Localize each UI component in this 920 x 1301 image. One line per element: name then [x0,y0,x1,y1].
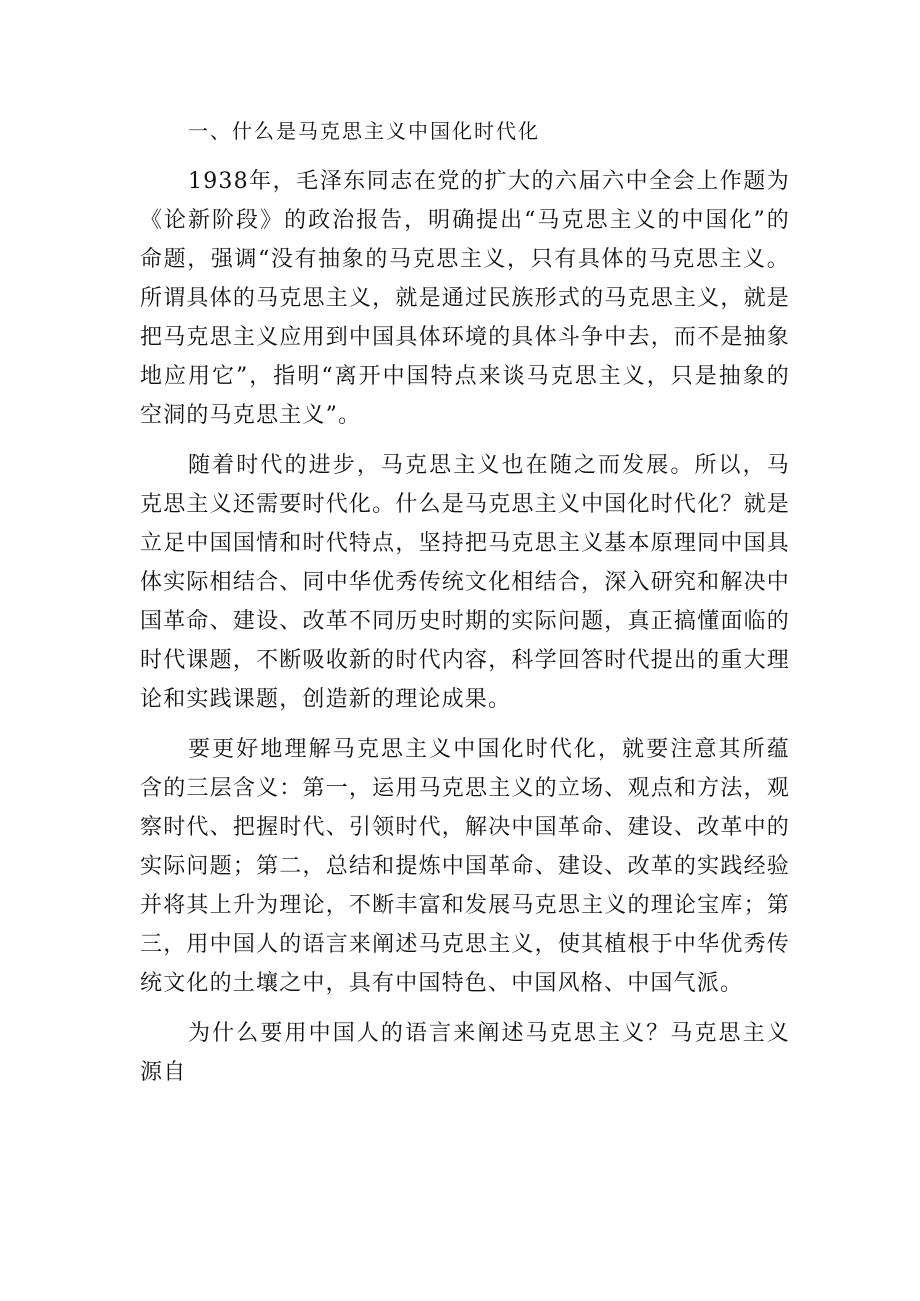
paragraph-1: 1938年，毛泽东同志在党的扩大的六届六中全会上作题为《论新阶段》的政治报告，明确提出“马克思主义的中国化”的命题，强调“没有抽象的马克思主义，只有具体的马克思主义。所谓具体的马克思主义，就是通过民族形式的马克思主义，就是把马克思主义应用到中国具体环境的具体斗争中去，而不是抽象地应用它”，指明“离开中国特点来谈马克思主义，只是抽象的空洞的马克思主义”。 [140,169,790,428]
paragraph-4: 为什么要用中国人的语言来阐述马克思主义？马克思主义源自 [140,1021,790,1085]
section-heading: 一、什么是马克思主义中国化时代化 [188,119,540,143]
paragraph-2: 随着时代的进步，马克思主义也在随之而发展。所以，马克思主义还需要时代化。什么是马克思主义中国化时代化？就是立足中国国情和时代特点，坚持把马克思主义基本原理同中国具体实际相结合、同中华优秀传统文化相结合，深入研究和解决中国革命、建设、改革不同历史时期的实际问题，真正搞懂面临的时代课题，不断吸收新的时代内容，科学回答时代提出的重大理论和实践课题，创造新的理论成果。 [140,453,790,712]
paragraph-3: 要更好地理解马克思主义中国化时代化，就要注意其所蕴含的三层含义：第一，运用马克思主义的立场、观点和方法，观察时代、把握时代、引领时代，解决中国革命、建设、改革中的实际问题；第二，总结和提炼中国革命、建设、改革的实践经验并将其上升为理论，不断丰富和发展马克思主义的理论宝库；第三，用中国人的语言来阐述马克思主义，使其植根于中华优秀传统文化的土壤之中，具有中国特色、中国风格、中国气派。 [140,737,790,996]
document-body [140,112,790,1103]
